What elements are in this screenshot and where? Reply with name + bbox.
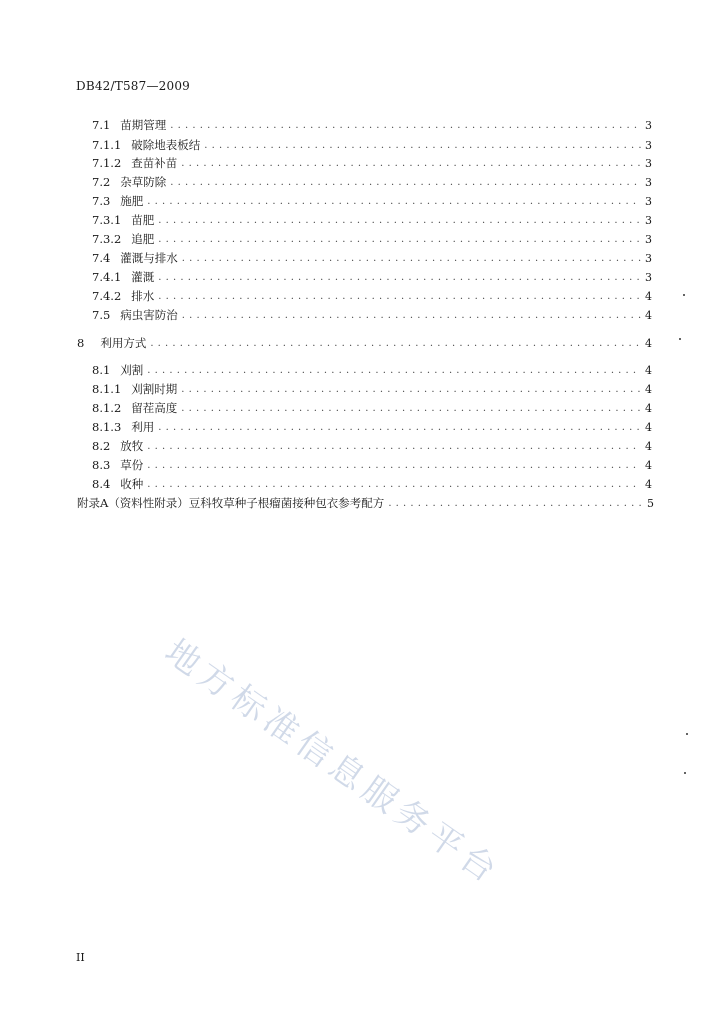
scan-speck xyxy=(686,733,688,735)
toc-page-number: 3 xyxy=(645,251,652,265)
toc-leader xyxy=(182,253,641,264)
toc-title: 留茬高度 xyxy=(131,401,178,415)
toc-leader xyxy=(181,158,641,169)
toc-entry-8-1-3[interactable] xyxy=(92,419,652,435)
toc-page-number: 4 xyxy=(645,401,652,415)
toc-entry-appendix-a[interactable] xyxy=(77,495,654,511)
toc-entry-7-5[interactable] xyxy=(92,307,652,323)
toc-leader xyxy=(147,460,641,471)
toc-number: 8.2 xyxy=(92,439,111,453)
toc-entry-8[interactable] xyxy=(77,335,652,351)
toc-title: 杂草防除 xyxy=(120,175,167,189)
toc-leader xyxy=(147,441,641,452)
toc-leader xyxy=(158,215,641,226)
toc-title: 利用 xyxy=(131,420,155,434)
toc-title: 查苗补苗 xyxy=(131,156,178,170)
toc-entry-8-3[interactable] xyxy=(92,457,652,473)
toc-title: 灌溉 xyxy=(131,270,155,284)
toc-page-number: 4 xyxy=(645,382,652,396)
toc-leader xyxy=(388,498,643,509)
toc-page-number: 3 xyxy=(645,194,652,208)
toc-entry-7-1-2[interactable] xyxy=(92,155,652,171)
toc-number: 附录A xyxy=(77,496,109,510)
toc-page-number: 3 xyxy=(645,156,652,170)
toc-title: 病虫害防治 xyxy=(120,308,178,322)
toc-title: 收种 xyxy=(120,477,144,491)
toc-page-number: 4 xyxy=(645,336,652,350)
toc-number: 8.4 xyxy=(92,477,111,491)
toc-leader xyxy=(170,177,641,188)
toc-page-number: 4 xyxy=(645,289,652,303)
toc-leader xyxy=(158,291,641,302)
scan-speck xyxy=(684,772,686,774)
toc-leader xyxy=(158,234,641,245)
toc-title: 灌溉与排水 xyxy=(120,251,178,265)
toc-entry-7-4-2[interactable] xyxy=(92,288,652,304)
toc-leader xyxy=(147,479,641,490)
toc-title: 刈割 xyxy=(120,363,144,377)
toc-leader xyxy=(181,403,641,414)
toc-title: 刈割时期 xyxy=(131,382,178,396)
toc-entry-7-4[interactable] xyxy=(92,250,652,266)
toc-entry-7-3-1[interactable] xyxy=(92,212,652,228)
toc-number: 7.1.1 xyxy=(92,138,122,152)
toc-number: 7.4.2 xyxy=(92,289,122,303)
toc-page-number: 3 xyxy=(645,138,652,152)
toc-page-number: 3 xyxy=(645,270,652,284)
toc-entry-8-1-2[interactable] xyxy=(92,400,652,416)
toc-entry-7-1-1[interactable] xyxy=(92,137,652,153)
toc-title: 追肥 xyxy=(131,232,155,246)
toc-leader xyxy=(158,272,641,283)
document-code: DB42/T587—2009 xyxy=(76,79,190,93)
toc-leader xyxy=(182,310,641,321)
toc-entry-8-1[interactable] xyxy=(92,362,652,378)
scan-speck xyxy=(679,338,681,340)
toc-title: 放牧 xyxy=(120,439,144,453)
page-number-footer: II xyxy=(76,951,85,964)
toc-number: 7.4.1 xyxy=(92,270,122,284)
toc-leader xyxy=(170,120,641,131)
toc-number: 8 xyxy=(77,336,85,350)
toc-page-number: 4 xyxy=(645,477,652,491)
toc-number: 8.1.1 xyxy=(92,382,122,396)
toc-title: 苗期管理 xyxy=(120,118,167,132)
toc-title: 施肥 xyxy=(120,194,144,208)
toc-title: 草份 xyxy=(120,458,144,472)
toc-title: （资料性附录）豆科牧草种子根瘤菌接种包衣参考配方 xyxy=(108,496,385,510)
toc-page-number: 4 xyxy=(645,439,652,453)
watermark-text: 地方标准信息服务平台 xyxy=(157,631,509,894)
scan-speck xyxy=(683,294,685,296)
toc-entry-7-3-2[interactable] xyxy=(92,231,652,247)
toc-leader xyxy=(181,384,641,395)
toc-entry-7-3[interactable] xyxy=(92,193,652,209)
toc-page-number: 4 xyxy=(645,363,652,377)
toc-page-number: 5 xyxy=(647,496,654,510)
toc-number: 7.2 xyxy=(92,175,111,189)
toc-leader xyxy=(147,365,641,376)
toc-entry-7-2[interactable] xyxy=(92,174,652,190)
toc-number: 7.1 xyxy=(92,118,111,132)
toc-leader xyxy=(150,338,641,349)
toc-leader xyxy=(147,196,641,207)
toc-entry-8-4[interactable] xyxy=(92,476,652,492)
toc-entry-7-1[interactable] xyxy=(92,117,652,133)
toc-entry-7-4-1[interactable] xyxy=(92,269,652,285)
toc-page-number: 3 xyxy=(645,175,652,189)
toc-number: 7.3.2 xyxy=(92,232,122,246)
toc-number: 8.1.3 xyxy=(92,420,122,434)
toc-title: 苗肥 xyxy=(131,213,155,227)
toc-title: 利用方式 xyxy=(100,336,147,350)
toc-number: 8.1.2 xyxy=(92,401,122,415)
toc-number: 7.3.1 xyxy=(92,213,122,227)
toc-page-number: 4 xyxy=(645,458,652,472)
toc-page-number: 3 xyxy=(645,232,652,246)
toc-entry-8-2[interactable] xyxy=(92,438,652,454)
toc-page-number: 3 xyxy=(645,118,652,132)
toc-number: 8.1 xyxy=(92,363,111,377)
toc-leader xyxy=(204,140,641,151)
toc-number: 8.3 xyxy=(92,458,111,472)
toc-number: 7.3 xyxy=(92,194,111,208)
toc-title: 破除地表板结 xyxy=(131,138,201,152)
toc-page-number: 4 xyxy=(645,308,652,322)
toc-leader xyxy=(158,422,641,433)
toc-number: 7.4 xyxy=(92,251,111,265)
toc-number: 7.5 xyxy=(92,308,111,322)
toc-number: 7.1.2 xyxy=(92,156,122,170)
toc-page-number: 4 xyxy=(645,420,652,434)
toc-entry-8-1-1[interactable] xyxy=(92,381,652,397)
toc-title: 排水 xyxy=(131,289,155,303)
toc-page-number: 3 xyxy=(645,213,652,227)
